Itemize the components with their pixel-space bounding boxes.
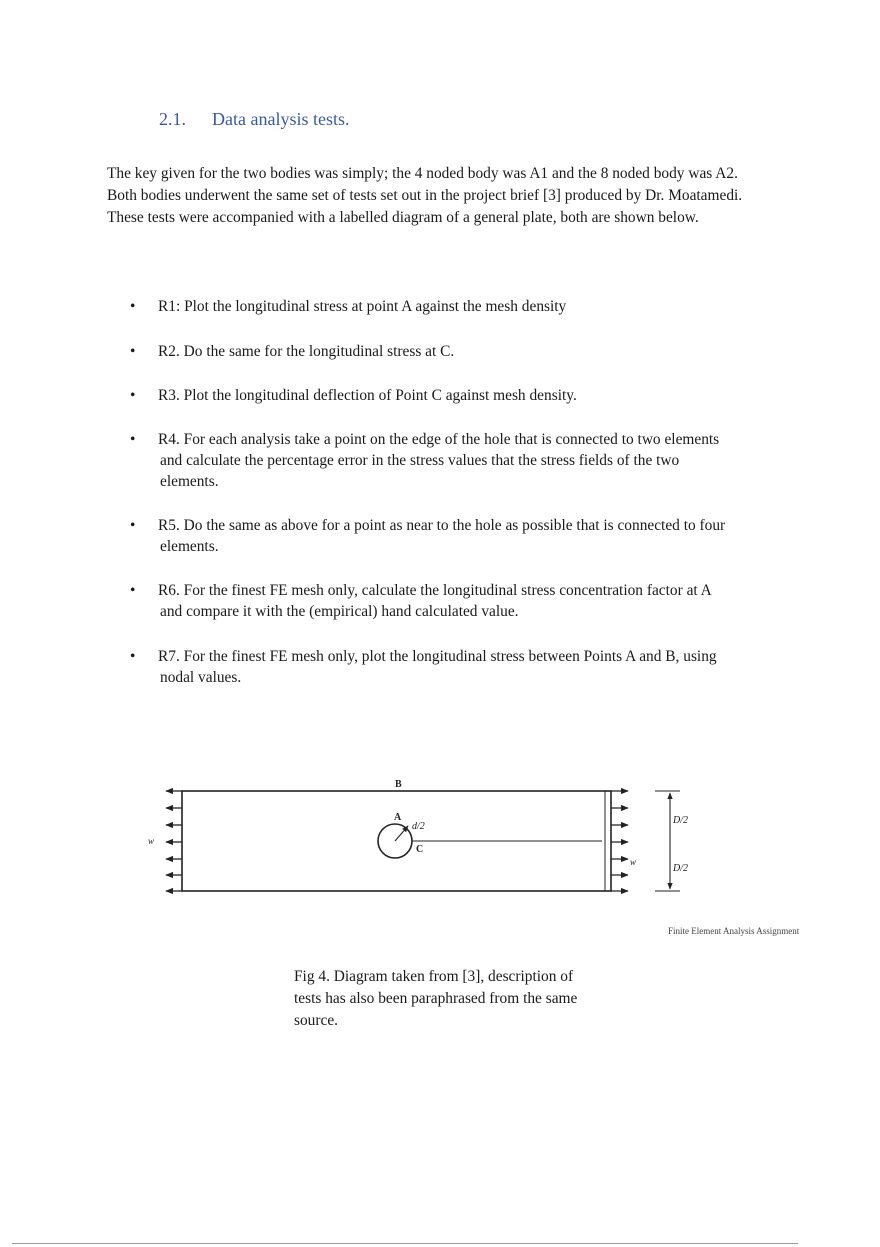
right-load-arrows <box>611 791 628 891</box>
section-heading <box>159 109 349 130</box>
label-radius: d/2 <box>412 821 425 832</box>
bullet: • <box>130 517 136 534</box>
label-half-top: D/2 <box>673 815 688 826</box>
requirement-item <box>130 296 770 317</box>
requirement-item <box>130 429 770 492</box>
requirement-text: R2. Do the same for the longitudinal stress at C. <box>158 343 455 360</box>
plate-diagram <box>140 770 820 950</box>
requirement-text: R4. For each analysis take a point on the edge of the hole that is connected to two elements <box>158 431 720 448</box>
requirement-text: R5. Do the same as above for a point as near to the hole as possible that is connected to four <box>158 517 726 534</box>
requirement-text: R3. Plot the longitudinal deflection of Point C against mesh density. <box>158 387 577 404</box>
requirement-text: R1: Plot the longitudinal stress at point A against the mesh density <box>158 298 567 315</box>
requirement-text: R6. For the finest FE mesh only, calculate the longitudinal stress concentration factor at A <box>158 582 712 599</box>
source-label: Finite Element Analysis Assignment <box>668 926 800 936</box>
requirement-item <box>130 580 770 622</box>
bullet: • <box>130 431 136 448</box>
intro-paragraph: The key given for the two bodies was simply; the 4 noded body was A1 and the 8 noded body was A2. Both bodies underwent the same set of tests set out in the project brief [3] produced by Dr. Moatamedi. These tests were accompanied with a labelled diagram of a general plate, both are shown below. <box>107 165 743 226</box>
section-number: 2.1. <box>159 109 186 129</box>
radius-line <box>395 826 408 841</box>
label-a: A <box>394 812 402 823</box>
left-load-arrows <box>166 791 182 891</box>
bullet: • <box>130 298 136 315</box>
requirement-text-cont: nodal values. <box>160 669 242 686</box>
label-c: C <box>416 844 424 855</box>
footer-divider <box>12 1243 798 1244</box>
requirement-text-cont: and calculate the percentage error in the stress values that the stress fields of the two elements. <box>160 452 680 490</box>
requirement-text-cont: elements. <box>160 538 219 555</box>
bullet: • <box>130 582 136 599</box>
figure-caption: Fig 4. Diagram taken from [3], description of tests has also been paraphrased from the same source. <box>294 968 578 1029</box>
label-w-right: w <box>630 857 637 867</box>
requirement-item <box>130 646 770 688</box>
label-b: B <box>395 779 402 790</box>
requirement-item <box>130 515 770 557</box>
requirement-item <box>130 385 770 406</box>
bullet: • <box>130 343 136 360</box>
section-title: Data analysis tests. <box>212 109 350 129</box>
bullet: • <box>130 648 136 665</box>
label-half-bottom: D/2 <box>673 863 688 874</box>
height-dimension <box>655 791 680 891</box>
requirement-text-cont: and compare it with the (empirical) hand calculated value. <box>160 603 519 620</box>
requirement-item <box>130 341 770 362</box>
requirement-text: R7. For the finest FE mesh only, plot the longitudinal stress between Points A and B, using <box>158 648 717 665</box>
label-w-left: w <box>148 836 155 846</box>
bullet: • <box>130 387 136 404</box>
